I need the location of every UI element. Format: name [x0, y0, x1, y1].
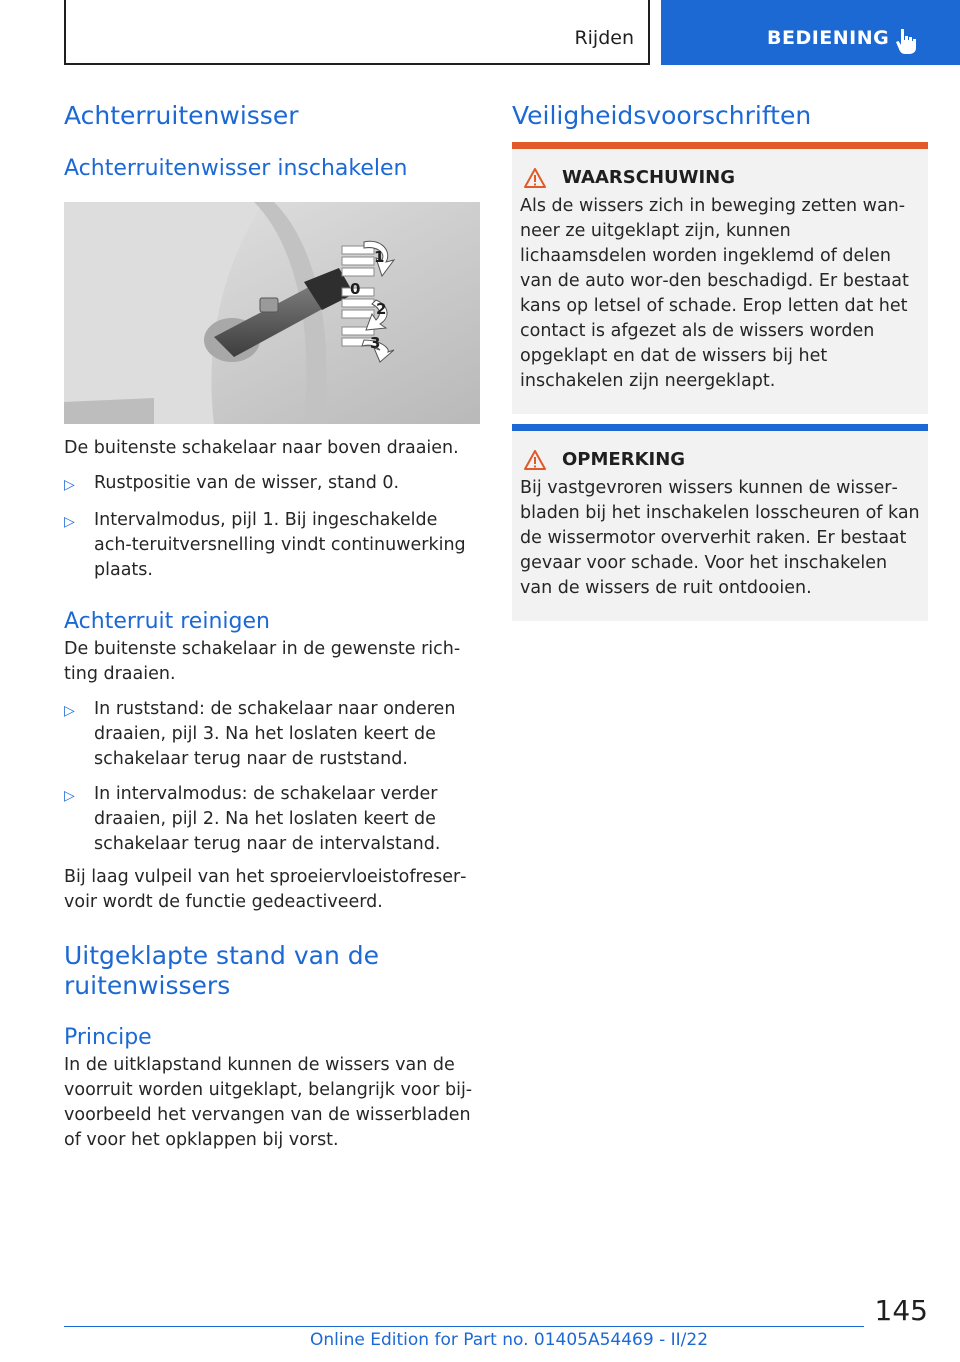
right-column: [512, 100, 928, 621]
arrow-label-0: 0: [350, 280, 361, 298]
section-heading-safety: Veiligheidsvoorschriften: [512, 101, 812, 130]
hand-pointer-icon: [892, 26, 922, 56]
note-box: [512, 424, 928, 621]
footer-divider: [64, 1326, 864, 1327]
section-heading-fold-position: Uitgeklapte stand van de ruitenwissers: [64, 941, 380, 1000]
header-section-box: [64, 0, 650, 65]
header-section-title: Rijden: [574, 27, 634, 49]
note-text: Bij vastgevroren wissers kunnen de wisser‐bladen bij het inschakelen losscheuren of kan de wissermotor oververhit raken. Er bestaat gevaar voor schade. Voor het inschakelen van de wissers de ruit ontdooien.: [520, 478, 920, 598]
list-item: [64, 508, 480, 583]
header-chapter-label: BEDIENING: [767, 27, 890, 49]
wiper-switch-photo: [64, 202, 480, 424]
principle-text: In de uitklapstand kunnen de wissers van de voorruit worden uitgeklapt, belangrijk voor bij‐voorbeeld het vervangen van de wisserbladen of voor het opklappen bij vorst.: [64, 1055, 473, 1150]
list-item-text: In ruststand: de schakelaar naar onderen draaien, pijl 3. Na het loslaten keert de schakelaar terug naar de ruststand.: [94, 699, 456, 769]
page-number: 145: [874, 1294, 928, 1327]
warning-box: [512, 142, 928, 414]
note-bar: [512, 424, 928, 431]
warning-text: Als de wissers zich in beweging zetten wan‐neer ze uitgeklapt zijn, kunnen lichaamsdelen worden ingeklemd of delen van de auto wor‐den beschadigd. Er bestaat kans op letsel of schade. Erop letten dat het contact is afgezet als de wissers worden opgeklapt en dat de wissers bij het inschakelen zijn neergeklapt.: [520, 196, 909, 391]
footer-edition-text: Online Edition for Part no. 01405A54469 - II/22: [310, 1330, 709, 1350]
list-item-text: Intervalmodus, pijl 1. Bij ingeschakelde ach‐teruitversnelling vindt continuwerking plaats.: [94, 510, 466, 580]
arrow-label-3: 3: [370, 334, 381, 352]
warning-bar: [512, 142, 928, 149]
clean-intro: De buitenste schakelaar in de gewenste rich‐ting draaien.: [64, 639, 461, 684]
note-title: OPMERKING: [562, 449, 686, 470]
list-item: [64, 697, 480, 772]
clean-outro: Bij laag vulpeil van het sproeiervloeistofreser‐voir wordt de functie gedeactiveerd.: [64, 867, 467, 912]
list-item-text: In intervalmodus: de schakelaar verder draaien, pijl 2. Na het loslaten keert de schakelaar terug naar de intervalstand.: [94, 784, 441, 854]
switch-on-list: [64, 471, 480, 583]
list-item-text: Rustpositie van de wisser, stand 0.: [94, 473, 400, 493]
arrow-label-1: 1: [374, 248, 385, 266]
subheading-clean-rear-window: Achterruit reinigen: [64, 609, 270, 634]
header-chapter-tab[interactable]: [661, 0, 960, 65]
bullet-triangle-icon: ▷: [64, 703, 75, 719]
warning-triangle-icon: [524, 168, 546, 188]
list-item: [64, 782, 480, 857]
switch-on-intro: De buitenste schakelaar naar boven draaien.: [64, 438, 459, 458]
section-heading-rear-wiper: Achterruitenwisser: [64, 101, 299, 130]
bullet-triangle-icon: ▷: [64, 788, 75, 804]
bullet-triangle-icon: ▷: [64, 477, 75, 493]
subheading-principle: Principe: [64, 1025, 152, 1050]
list-item: [64, 471, 480, 498]
bullet-triangle-icon: ▷: [64, 514, 75, 530]
wiper-stalk-illustration: [64, 202, 480, 424]
arrow-label-2: 2: [376, 300, 387, 318]
subheading-switch-on: Achterruitenwisser inschakelen: [64, 156, 408, 181]
left-column: [64, 100, 480, 1153]
warning-title: WAARSCHUWING: [562, 167, 736, 188]
warning-triangle-icon: [524, 450, 546, 470]
clean-list: [64, 697, 480, 857]
